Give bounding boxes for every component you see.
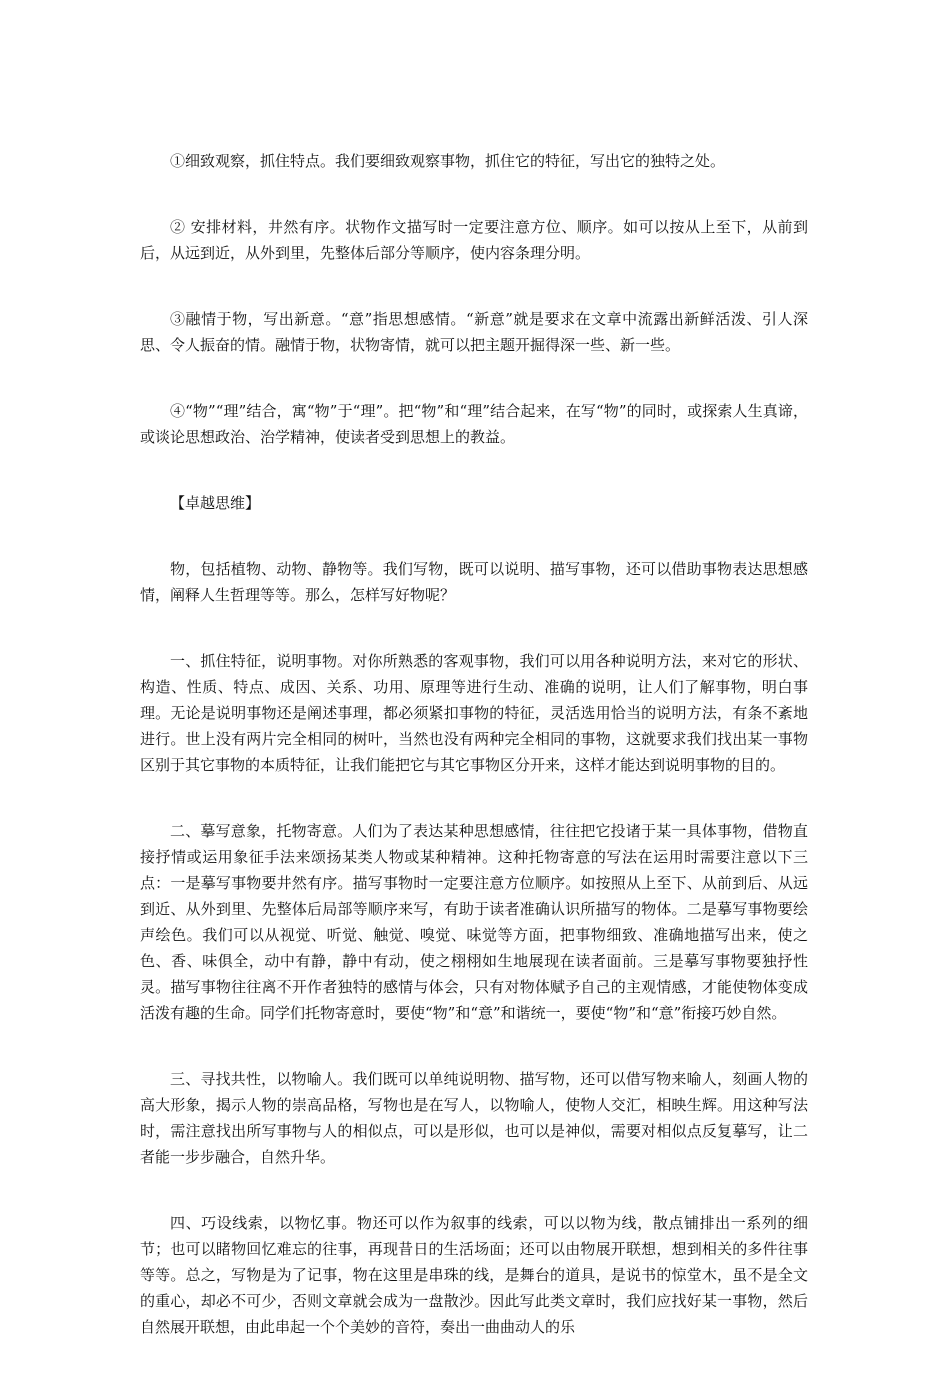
tip-3-paragraph: ③融情于物，写出新意。“意”指思想感情。“新意”就是要求在文章中流露出新鲜活泼、引人深思、令人振奋的情。融情于物，状物寄情，就可以把主题开掘得深一些、新一些。 <box>140 310 808 354</box>
method-3-paragraph: 三、寻找共性，以物喻人。我们既可以单纯说明物、描写物，还可以借写物来喻人，刻画人物的高大形象，揭示人物的崇高品格，写物也是在写人，以物喻人，使物人交汇，相映生辉。用这种写法时，需注意找出所写事物与人的相似点，可以是形似，也可以是神似，需要对相似点反复摹写，让二者能一步步融合，自然升华。 <box>140 1070 808 1166</box>
method-1-paragraph: 一、抓住特征，说明事物。对你所熟悉的客观事物，我们可以用各种说明方法，来对它的形状、构造、性质、特点、成因、关系、功用、原理等进行生动、准确的说明，让人们了解事物，明白事理。无论是说明事物还是阐述事理，都必须紧扣事物的特征，灵活选用恰当的说明方法，有条不紊地进行。世上没有两片完全相同的树叶，当然也没有两种完全相同的事物，这就要求我们找出某一事物区别于其它事物的本质特征，让我们能把它与其它事物区分开来，这样才能达到说明事物的目的。 <box>140 652 808 774</box>
section-heading: 【卓越思维】 <box>170 494 261 512</box>
method-4-paragraph: 四、巧设线索，以物忆事。物还可以作为叙事的线索，可以以物为线，散点铺排出一系列的细节；也可以睹物回忆难忘的往事，再现昔日的生活场面；还可以由物展开联想，想到相关的多件往事等等。总之，写物是为了记事，物在这里是串珠的线，是舞台的道具，是说书的惊堂木，虽不是全文的重心，却必不可少，否则文章就会成为一盘散沙。因此写此类文章时，我们应找好某一事物，然后自然展开联想，由此串起一个个美妙的音符，奏出一曲曲动人的乐 <box>140 1214 808 1336</box>
tip-4-paragraph: ④“物”“理”结合，寓“物”于“理”。把“物”和“理”结合起来，在写“物”的同时，或探索人生真谛，或谈论思想政治、治学精神，使读者受到思想上的教益。 <box>140 402 808 446</box>
intro-paragraph: 物，包括植物、动物、静物等。我们写物，既可以说明、描写事物，还可以借助事物表达思想感情，阐释人生哲理等等。那么，怎样写好物呢？ <box>140 560 808 604</box>
document-page <box>140 148 808 1380</box>
tip-1-paragraph: ①细致观察，抓住特点。我们要细致观察事物，抓住它的特征，写出它的独特之处。 <box>170 152 726 170</box>
tip-2-paragraph: ② 安排材料，井然有序。状物作文描写时一定要注意方位、顺序。如可以按从上至下，从前到后，从远到近，从外到里，先整体后部分等顺序，使内容条理分明。 <box>140 218 808 262</box>
method-2-paragraph: 二、摹写意象，托物寄意。人们为了表达某种思想感情，往往把它投诸于某一具体事物，借物直接抒情或运用象征手法来颂扬某类人物或某种精神。这种托物寄意的写法在运用时需要注意以下三点：一是摹写事物要井然有序。描写事物时一定要注意方位顺序。如按照从上至下、从前到后、从远到近、从外到里、先整体后局部等顺序来写，有助于读者准确认识所描写的物体。二是摹写事物要绘声绘色。我们可以从视觉、听觉、触觉、嗅觉、味觉等方面，把事物细致、准确地描写出来，使之色、香、味俱全，动中有静，静中有动，使之栩栩如生地展现在读者面前。三是摹写事物要独抒性灵。描写事物往往离不开作者独特的感情与体会，只有对物体赋予自己的主观情感，才能使物体变成活泼有趣的生命。同学们托物寄意时，要使“物”和“意”和谐统一，要使“物”和“意”衔接巧妙自然。 <box>140 822 808 1022</box>
